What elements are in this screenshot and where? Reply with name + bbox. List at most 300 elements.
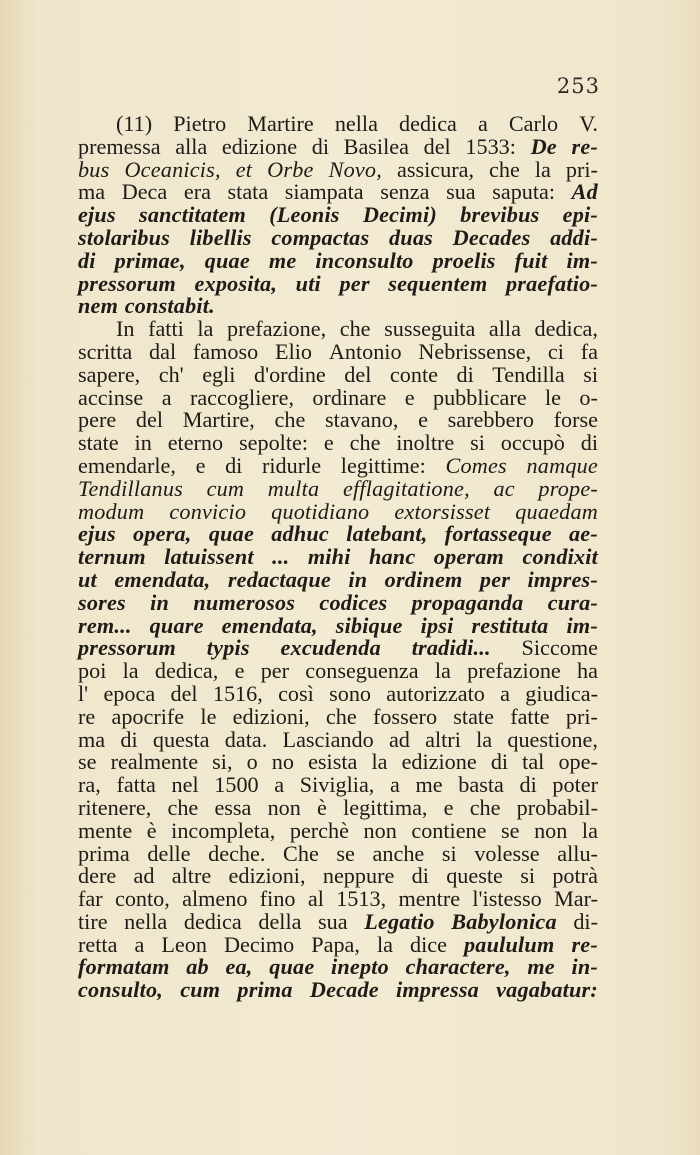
word: inconsulto xyxy=(315,247,414,273)
word: 1500 xyxy=(214,772,259,798)
word: ha xyxy=(577,658,598,684)
word: emendarle, xyxy=(78,452,176,478)
word: del xyxy=(423,133,451,159)
word: im- xyxy=(566,247,598,273)
word: dedica, xyxy=(534,316,598,342)
word: e xyxy=(195,452,206,478)
word: Comes xyxy=(445,452,507,478)
word: apocrife xyxy=(111,703,185,729)
word: fuit xyxy=(514,247,548,273)
word: e xyxy=(418,407,428,433)
word: typis xyxy=(206,635,250,661)
word: neppure xyxy=(322,863,395,889)
word: essa xyxy=(214,794,252,820)
word: si xyxy=(583,361,598,387)
word: namque xyxy=(526,452,598,478)
word: potrà xyxy=(552,863,598,889)
word: o- xyxy=(579,384,598,410)
word: inepto xyxy=(331,954,389,980)
word: Tendilla xyxy=(492,361,565,387)
word: latuissent xyxy=(164,544,254,570)
word: tire xyxy=(78,908,108,934)
word: state xyxy=(453,703,494,729)
word: che xyxy=(167,794,199,820)
word: no xyxy=(271,749,294,775)
word: è xyxy=(146,817,157,843)
word: data. xyxy=(224,726,268,752)
word: sapere, xyxy=(78,361,141,387)
word: Papa, xyxy=(311,931,360,957)
word: edizioni, xyxy=(228,863,306,889)
text-line xyxy=(78,774,598,797)
text-line xyxy=(78,589,598,615)
word: o xyxy=(246,749,258,775)
word: ab xyxy=(186,954,209,980)
word: prima xyxy=(237,977,293,1003)
word: deche. xyxy=(208,840,266,866)
word: Siccome xyxy=(521,635,598,661)
word: quae xyxy=(269,954,315,980)
word: prima xyxy=(78,840,130,866)
word: e xyxy=(323,430,334,456)
text-line xyxy=(78,361,598,387)
word: dal xyxy=(149,338,177,364)
page-number: 253 xyxy=(556,74,600,98)
word: contiene xyxy=(411,817,487,843)
word: ordinem xyxy=(384,566,463,592)
word: multa xyxy=(267,475,320,501)
word: cum xyxy=(180,977,221,1003)
word: e xyxy=(404,384,415,410)
word: di- xyxy=(573,908,598,934)
word: edizione xyxy=(401,749,477,775)
word: brevibus xyxy=(460,202,540,228)
word: ipsi xyxy=(420,612,454,638)
word: non xyxy=(363,817,397,843)
word: che xyxy=(274,407,306,433)
word: per xyxy=(260,658,290,684)
word: Decades xyxy=(452,224,531,250)
word: praefatio- xyxy=(506,270,598,296)
word: sua xyxy=(318,908,348,934)
word: prefazione, xyxy=(226,316,327,342)
word: del xyxy=(170,680,198,706)
word: sarebbero xyxy=(447,407,534,433)
word: egli xyxy=(202,361,236,387)
word: Legatio xyxy=(364,908,435,934)
word: mentre xyxy=(398,886,461,912)
word: la xyxy=(197,316,214,342)
word: state xyxy=(78,430,119,456)
word: che xyxy=(489,156,520,182)
word: duas xyxy=(388,224,433,250)
word: re xyxy=(78,703,96,729)
word: conto, xyxy=(114,886,170,912)
word: legittime: xyxy=(340,452,426,478)
word: Pietro xyxy=(173,111,227,136)
word: epi- xyxy=(562,202,598,228)
word: di xyxy=(456,361,474,387)
word: dedica xyxy=(183,908,242,934)
word: sono xyxy=(329,680,372,706)
word: sores xyxy=(78,589,126,615)
text-line xyxy=(78,181,598,204)
word: ridurle xyxy=(261,452,322,478)
word: addi- xyxy=(550,224,598,250)
word: la xyxy=(434,658,451,684)
word: consulto, xyxy=(78,977,164,1003)
word: paululum xyxy=(464,931,555,957)
word: della xyxy=(258,908,302,934)
word: nem xyxy=(78,293,119,319)
text-line xyxy=(78,247,598,273)
word: volesse xyxy=(474,840,540,866)
word: ejus xyxy=(78,521,116,547)
word: anche xyxy=(372,840,425,866)
word: assicura, xyxy=(397,156,475,182)
word: a xyxy=(161,384,172,410)
word: ac xyxy=(493,475,515,501)
text-line xyxy=(78,409,598,432)
word: nella xyxy=(334,111,378,136)
word: prope- xyxy=(538,475,598,501)
word: di xyxy=(580,430,598,456)
word: modum xyxy=(78,498,145,524)
word: di xyxy=(311,133,329,159)
word: ... xyxy=(272,544,290,570)
word: eterno xyxy=(167,430,224,456)
word: nel xyxy=(171,772,199,798)
word: pri- xyxy=(565,703,598,729)
word: altri xyxy=(425,726,461,752)
text-line xyxy=(78,888,598,911)
word: Novo, xyxy=(328,156,382,182)
word: realmente xyxy=(110,749,199,775)
word: sequentem xyxy=(388,270,488,296)
word: Che xyxy=(283,840,319,866)
word: edizioni, xyxy=(232,703,310,729)
word: probabil- xyxy=(516,794,598,820)
word: sepolte: xyxy=(239,430,309,456)
word: inoltre xyxy=(396,430,455,456)
text-line xyxy=(78,817,598,843)
word: Siviglia, xyxy=(299,772,375,798)
word: per xyxy=(339,270,370,296)
word: di xyxy=(78,247,96,273)
word: famoso xyxy=(192,338,259,364)
word: retta xyxy=(78,931,118,957)
word: exposita, xyxy=(194,270,278,296)
word: accinse xyxy=(78,384,144,410)
text-line xyxy=(78,794,598,820)
word: constabit. xyxy=(124,293,215,319)
word: me xyxy=(527,954,555,980)
word: 1513, xyxy=(336,886,387,912)
word: di xyxy=(120,726,138,752)
word: esista xyxy=(308,749,358,775)
word: ut xyxy=(78,566,97,592)
word: prefazione xyxy=(467,658,561,684)
word: Babylonica xyxy=(451,908,557,934)
word: incompleta, xyxy=(171,817,276,843)
word: allu- xyxy=(557,840,598,866)
word: di xyxy=(519,772,537,798)
word: questione, xyxy=(507,726,598,752)
word: dedica, xyxy=(154,658,219,684)
text-line xyxy=(78,498,598,524)
text-line xyxy=(78,637,598,660)
word: a xyxy=(500,680,510,706)
word: ra, xyxy=(78,772,101,798)
word: autorizzato xyxy=(386,680,485,706)
word: hanc xyxy=(368,544,416,570)
word: Elio xyxy=(275,338,313,364)
word: scritta xyxy=(78,338,133,364)
word: è xyxy=(317,794,327,820)
word: Decimi) xyxy=(362,202,437,228)
word: saputa: xyxy=(492,179,556,205)
word: se xyxy=(78,749,97,775)
word: legittima, xyxy=(343,794,428,820)
word: libellis xyxy=(189,224,252,250)
word: primae, xyxy=(114,247,186,273)
word: la xyxy=(371,749,388,775)
word: Lasciando xyxy=(282,726,374,752)
word: era xyxy=(183,179,211,205)
word: del xyxy=(344,361,372,387)
word: le xyxy=(545,384,562,410)
word: si, xyxy=(212,749,233,775)
word: se xyxy=(501,817,520,843)
word: quaedam xyxy=(515,498,598,524)
word: pere xyxy=(78,407,117,433)
text-line xyxy=(78,318,598,341)
text-line xyxy=(78,840,598,866)
word: Leon xyxy=(161,931,207,957)
word: occupò xyxy=(500,430,565,456)
word: Martire xyxy=(247,111,314,136)
word: compactas xyxy=(271,224,370,250)
word: cura- xyxy=(547,589,598,615)
word: in xyxy=(134,430,152,456)
word: mihi xyxy=(307,544,351,570)
word: extorsisset xyxy=(394,498,491,524)
word: fatta xyxy=(116,772,156,798)
word: impres- xyxy=(527,566,598,592)
word: quae xyxy=(204,247,250,273)
word: fatti xyxy=(148,316,184,342)
word: sua xyxy=(446,179,476,205)
text-line xyxy=(78,156,598,182)
word: quae xyxy=(208,521,254,547)
text-line xyxy=(78,703,598,729)
word: a xyxy=(390,772,400,798)
word: che xyxy=(339,316,371,342)
word: la xyxy=(581,817,598,843)
word: poi xyxy=(78,658,107,684)
text-line xyxy=(78,660,598,683)
word: codices xyxy=(319,589,388,615)
word: ad xyxy=(388,726,410,752)
word: Basilea xyxy=(343,133,409,159)
text-line xyxy=(78,204,598,227)
word: di xyxy=(225,452,243,478)
word: se xyxy=(336,840,355,866)
word: in xyxy=(348,566,368,592)
word: rem... xyxy=(78,612,132,638)
word: la xyxy=(476,726,493,752)
word: perchè xyxy=(289,817,349,843)
word: pubblicare xyxy=(432,384,527,410)
word: stavano, xyxy=(325,407,399,433)
word: emendata, xyxy=(221,612,318,638)
word: vagabatur: xyxy=(496,977,598,1003)
text-line xyxy=(78,956,598,979)
text-line xyxy=(78,908,598,934)
word: in- xyxy=(571,954,598,980)
word: (11) xyxy=(116,111,153,136)
word: ea, xyxy=(225,954,253,980)
text-line xyxy=(78,865,598,888)
word: Ad xyxy=(571,179,598,205)
word: proelis xyxy=(432,247,496,273)
word: almeno xyxy=(182,886,248,912)
word: pri- xyxy=(565,156,598,182)
word: per xyxy=(479,566,511,592)
word: impressa xyxy=(395,977,479,1003)
word: Carlo xyxy=(508,111,559,136)
word: fortasseque xyxy=(444,521,552,547)
text-line xyxy=(78,113,598,136)
word: fossero xyxy=(372,703,438,729)
word: efflagitatione, xyxy=(342,475,470,501)
word: sanctitatem xyxy=(139,202,246,228)
word: Oceanicis, xyxy=(124,156,221,182)
word: giudica- xyxy=(525,680,598,706)
word: altre xyxy=(171,863,212,889)
word: formatam xyxy=(78,954,170,980)
word: queste xyxy=(446,863,503,889)
word: re- xyxy=(571,931,598,957)
word: re- xyxy=(571,133,598,159)
word: forse xyxy=(553,407,598,433)
word: non xyxy=(534,817,568,843)
text-line xyxy=(78,751,598,774)
word: stata xyxy=(227,179,269,205)
word: quare xyxy=(149,612,204,638)
word: che xyxy=(349,430,381,456)
text-line xyxy=(78,680,598,706)
text-line xyxy=(78,270,598,296)
word: in xyxy=(150,589,170,615)
word: Decimo xyxy=(223,931,295,957)
word: e xyxy=(234,658,245,684)
word: convicio xyxy=(169,498,247,524)
word: ma xyxy=(78,726,106,752)
word: De xyxy=(530,133,557,159)
word: si xyxy=(441,840,457,866)
text-line xyxy=(78,612,598,638)
word: opera, xyxy=(133,521,192,547)
word: propaganda xyxy=(411,589,524,615)
word: di xyxy=(490,749,509,775)
word: a xyxy=(477,111,488,136)
word: così xyxy=(278,680,314,706)
text-line xyxy=(78,338,598,364)
word: tal xyxy=(522,749,545,775)
word: conte xyxy=(389,361,438,387)
word: pressorum xyxy=(78,635,176,661)
word: le xyxy=(200,703,217,729)
word: Antonio xyxy=(328,338,402,364)
word: ejus xyxy=(78,202,116,228)
word: a xyxy=(274,772,285,798)
word: Deca xyxy=(121,179,168,205)
word: sibique xyxy=(335,612,403,638)
text-line xyxy=(78,452,598,478)
word: delle xyxy=(147,840,191,866)
word: ritenere, xyxy=(78,794,152,820)
word: operam xyxy=(433,544,505,570)
text-line xyxy=(78,432,598,455)
word: et xyxy=(235,156,253,182)
text-line xyxy=(78,566,598,592)
word: far xyxy=(78,886,103,912)
word: a xyxy=(134,931,145,957)
word: fino xyxy=(259,886,296,912)
word: me xyxy=(415,772,443,798)
word: susseguita xyxy=(384,316,476,342)
word: alla xyxy=(488,316,521,342)
word: questa xyxy=(152,726,210,752)
word: fatte xyxy=(510,703,550,729)
word: dere xyxy=(78,863,117,889)
word: pressorum xyxy=(78,270,176,296)
word: dice xyxy=(410,931,447,957)
word: Tendillanus xyxy=(78,475,183,501)
text-line xyxy=(78,475,598,501)
text-line xyxy=(78,133,598,159)
word: conseguenza xyxy=(305,658,419,684)
word: nella xyxy=(124,908,168,934)
word: Orbe xyxy=(267,156,314,182)
word: senza xyxy=(380,179,430,205)
text-line xyxy=(78,224,598,250)
word: alla xyxy=(175,133,208,159)
word: stolaribus xyxy=(78,224,171,250)
word: la xyxy=(534,156,551,182)
word: poter xyxy=(552,772,598,798)
word: restituta xyxy=(471,612,549,638)
word: 1516, xyxy=(212,680,263,706)
word: premessa xyxy=(78,133,161,159)
word: ae- xyxy=(569,521,598,547)
word: quotidiano xyxy=(271,498,370,524)
word: latebant, xyxy=(346,521,428,547)
word: fa xyxy=(580,338,598,364)
word: Mar- xyxy=(554,886,598,912)
body-text xyxy=(78,113,598,1002)
text-line xyxy=(78,523,598,546)
word: tradidi... xyxy=(411,635,491,661)
text-line xyxy=(78,384,598,410)
word: uti xyxy=(295,270,321,296)
word: ternum xyxy=(78,544,146,570)
word: (Leonis xyxy=(269,202,340,228)
word: excudenda xyxy=(280,635,381,661)
word: mente xyxy=(78,817,133,843)
word: si xyxy=(470,430,485,456)
